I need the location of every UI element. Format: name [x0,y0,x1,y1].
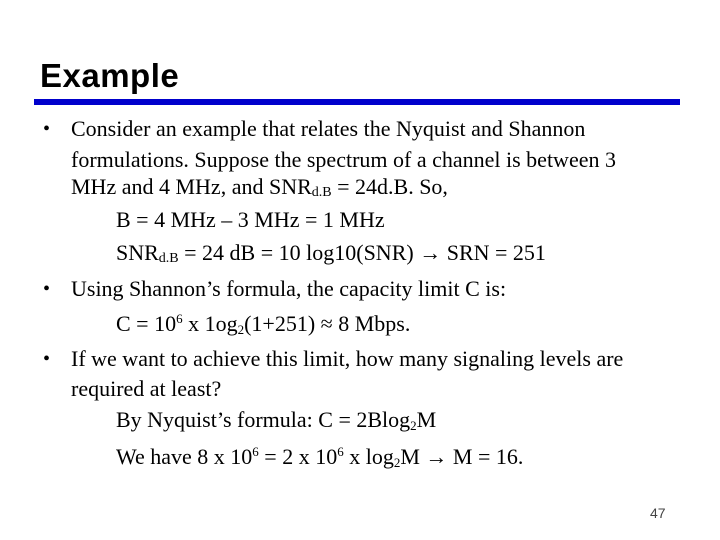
text-span: SRN = 251 [441,240,546,265]
superscript: 6 [176,311,183,326]
text-span: M [400,444,426,469]
subscript: d.B [158,251,179,266]
subscript: d.B [311,185,332,200]
text-span: M = 16. [447,444,524,469]
subscript: 2 [237,322,245,337]
bullet-3-line-1: If we want to achieve this limit, how many signaling levels are [71,346,624,371]
text-span: SNR [116,240,159,265]
bullet-2-marker: • [43,278,51,300]
equation-snr [116,240,546,272]
title-underline [34,99,680,105]
text-span: = 24 dB = 10 log10(SNR) [178,240,420,265]
text-span: = 24d.B. So, [331,174,448,199]
subscript: 2 [410,418,417,433]
arrow-right-icon: → [419,240,442,265]
equation-shannon [116,311,410,337]
text-span: x log [343,444,394,469]
text-span: C = 10 [116,311,177,336]
arrow-right-icon: → [425,444,448,469]
bullet-2-line-1: Using Shannon’s formula, the capacity limit C is: [71,276,507,301]
slide-title: Example [40,57,180,94]
superscript: 6 [337,444,344,459]
text-span: By Nyquist’s formula: C = 2Blog [116,407,411,432]
text-span: We have 8 x 10 [116,444,253,469]
text-span: = 2 x 10 [258,444,338,469]
bullet-1-line-1: Consider an example that relates the Nyquist and Shannon [71,116,586,141]
text-span: x 1og [182,311,238,336]
text-span: M [416,407,437,432]
subscript: 2 [393,455,401,470]
text-span: MHz and 4 MHz, and SNR [71,174,312,199]
bullet-1-line-3 [71,174,448,206]
text-span: (1+251) ≈ 8 Mbps. [244,311,411,336]
bullet-1-line-2: formulations. Suppose the spectrum of a channel is between 3 [71,147,616,172]
bullet-1-marker: • [43,118,51,140]
equation-result [116,444,523,470]
bullet-3-line-2: required at least? [71,376,222,401]
equation-nyquist [116,407,436,433]
superscript: 6 [252,444,259,459]
page-number: 47 [650,505,666,521]
equation-bandwidth: B = 4 MHz – 3 MHz = 1 MHz [116,207,385,232]
bullet-3-marker: • [43,348,51,370]
